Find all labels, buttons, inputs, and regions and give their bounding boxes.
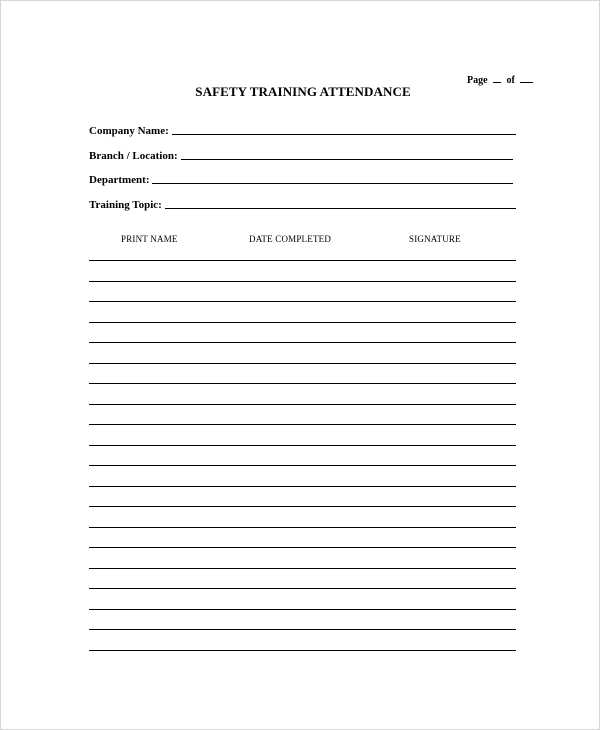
attendance-row-line[interactable] xyxy=(89,322,516,323)
column-header-print-name: PRINT NAME xyxy=(121,234,178,244)
attendance-row-line[interactable] xyxy=(89,547,516,548)
department-field[interactable] xyxy=(89,170,513,186)
attendance-row-line[interactable] xyxy=(89,301,516,302)
form-title: SAFETY TRAINING ATTENDANCE xyxy=(195,84,411,99)
attendance-row-line[interactable] xyxy=(89,486,516,487)
attendance-row-line[interactable] xyxy=(89,342,516,343)
training-topic-field[interactable] xyxy=(89,195,516,211)
branch-location-line[interactable] xyxy=(181,159,513,160)
column-header-date-completed: DATE COMPLETED xyxy=(249,234,332,244)
branch-location-label: Branch / Location: xyxy=(89,150,178,162)
attendance-row-line[interactable] xyxy=(89,260,516,261)
column-header-signature: SIGNATURE xyxy=(409,234,461,244)
attendance-row-line[interactable] xyxy=(89,424,516,425)
attendance-row-line[interactable] xyxy=(89,506,516,507)
attendance-row-line[interactable] xyxy=(89,383,516,384)
company-name-field[interactable] xyxy=(89,121,516,137)
attendance-row-line[interactable] xyxy=(89,629,516,630)
attendance-row-line[interactable] xyxy=(89,568,516,569)
form-title-wrap xyxy=(1,84,600,100)
attendance-row-line[interactable] xyxy=(89,281,516,282)
attendance-row-line[interactable] xyxy=(89,404,516,405)
company-name-line[interactable] xyxy=(172,134,516,135)
department-line[interactable] xyxy=(152,183,513,184)
page-number-blank[interactable] xyxy=(493,73,501,83)
of-label: of xyxy=(506,75,515,86)
attendance-row-line[interactable] xyxy=(89,609,516,610)
training-topic-line[interactable] xyxy=(165,208,516,209)
attendance-row-line[interactable] xyxy=(89,650,516,651)
page-label: Page xyxy=(467,75,488,86)
attendance-row-line[interactable] xyxy=(89,465,516,466)
attendance-row-line[interactable] xyxy=(89,363,516,364)
attendance-row-line[interactable] xyxy=(89,588,516,589)
attendance-row-line[interactable] xyxy=(89,445,516,446)
department-label: Department: xyxy=(89,174,150,186)
attendance-row-line[interactable] xyxy=(89,527,516,528)
page-total-blank[interactable] xyxy=(520,73,533,83)
company-name-label: Company Name: xyxy=(89,125,169,137)
branch-location-field[interactable] xyxy=(89,146,513,162)
training-topic-label: Training Topic: xyxy=(89,199,162,211)
